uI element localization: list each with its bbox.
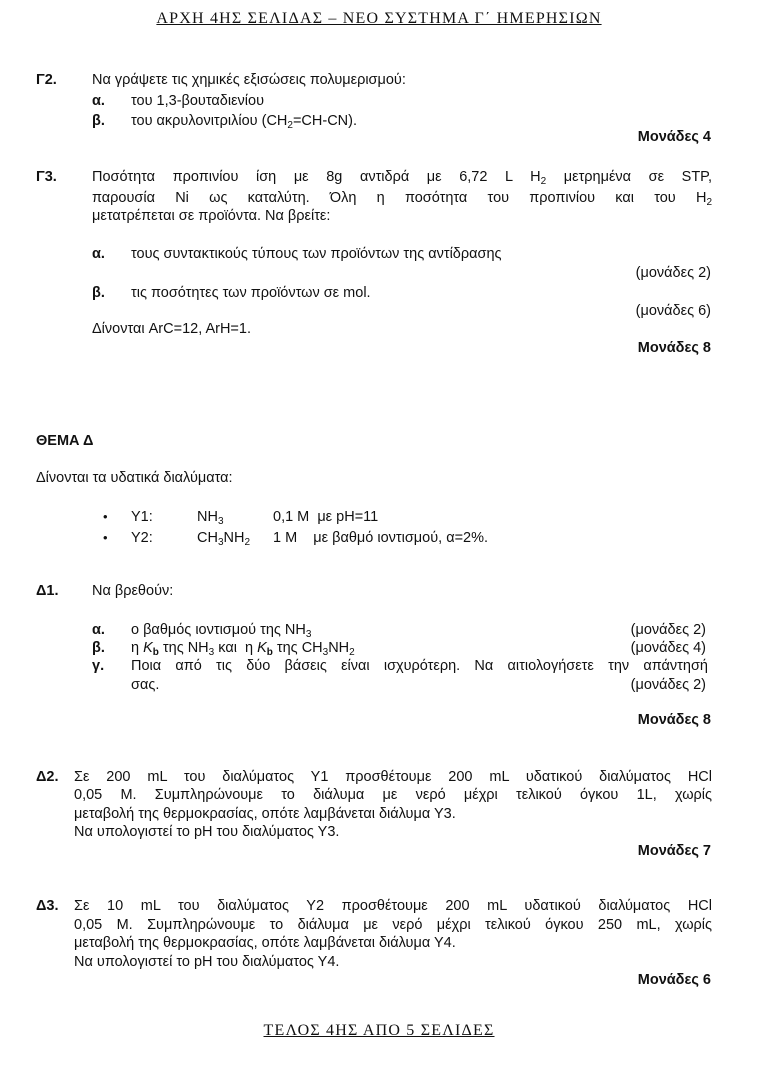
g2-a-label: α. [92,93,105,109]
g3-label: Γ3. [36,169,57,185]
g2-b-text: του ακρυλονιτριλίου $(CH_2=CH-CN)$. [131,113,357,131]
y2-desc: 1 M με βαθμό ιοντισμού, α=2%. [273,530,489,546]
d1-a-points: (μονάδες 2) [630,622,706,638]
g3-b-label: β. [92,285,105,301]
d3-line1: Σε 10 mL του διαλύματος Υ2 προσθέτουμε 200 mL υδατικού διαλύματος HCl [74,898,712,914]
page-header [0,10,758,28]
y1-formula: $NH_3$ [197,509,224,527]
g3-a-points: (μονάδες 2) [635,265,711,281]
d3-line4: Να υπολογιστεί το pH του διαλύματος Υ4. [74,954,340,970]
g3-line2: παρουσία Ni ως καταλύτη. Όλη η ποσότητα του προπινίου και του $H_2$ [92,190,712,208]
y2-formula: $CH_3NH_2$ [197,530,251,548]
g3-line3: μετατρέπεται σε προϊόντα. Να βρείτε: [92,208,331,224]
g3-given: Δίνονται ArC=12, ArH=1. [92,321,251,337]
theme-d-title: ΘΕΜΑ Δ [36,433,94,449]
g2-label: Γ2. [36,72,57,88]
g2-points: Μονάδες 4 [637,129,711,145]
page-header-text: ΑΡΧΗ 4ΗΣ ΣΕΛΙΔΑΣ – ΝΕΟ ΣΥΣΤΗΜΑ Γ΄ ΗΜΕΡΗΣΙΩΝ [156,10,602,27]
d2-line4: Να υπολογιστεί το pH του διαλύματος Υ3. [74,824,340,840]
d2-line3: μεταβολή της θερμοκρασίας, οπότε λαμβάνεται διάλυμα Υ3. [74,806,456,822]
g3-points: Μονάδες 8 [637,340,711,356]
d2-line1: Σε 200 mL του διαλύματος Υ1 προσθέτουμε 200 mL υδατικού διαλύματος HCl [74,769,712,785]
theme-d-intro: Δίνονται τα υδατικά διαλύματα: [36,470,233,486]
d1-c-text: Ποια από τις δύο βάσεις είναι ισχυρότερη. Να αιτιολογήσετε την απάντησή [131,658,708,674]
d3-line2: 0,05 M. Συμπληρώνουμε το διάλυμα με νερό μέχρι τελικού όγκου 250 mL, χωρίς [74,917,712,933]
g3-a-text: τους συντακτικούς τύπους των προϊόντων της αντίδρασης [131,246,502,262]
g3-b-text: τις ποσότητες των προϊόντων σε mol. [131,285,371,301]
d1-b-label: β. [92,640,105,656]
d1-a-label: α. [92,622,105,638]
d1-text: Να βρεθούν: [92,583,174,599]
d3-label: Δ3. [36,898,59,914]
g3-b-points: (μονάδες 6) [635,303,711,319]
g2-b-label: β. [92,113,105,129]
d2-label: Δ2. [36,769,59,785]
d1-points: Μονάδες 8 [637,712,711,728]
y1-desc: 0,1 M με pH=11 [273,509,379,525]
page-footer [0,1022,758,1040]
d1-c-points: (μονάδες 2) [630,677,706,693]
d3-points: Μονάδες 6 [637,972,711,988]
d2-line2: 0,05 M. Συμπληρώνουμε το διάλυμα με νερό μέχρι τελικού όγκου 1L, χωρίς [74,787,712,803]
d1-b-points: (μονάδες 4) [630,640,706,656]
d2-points: Μονάδες 7 [637,843,711,859]
g2-a-text: του 1,3-βουταδιενίου [131,93,264,109]
g3-line1: Ποσότητα προπινίου ίση με 8g αντιδρά με 6,72 L $H_2$ μετρημένα σε STP, [92,169,713,187]
y1-name: Υ1: [131,509,153,525]
y2-name: Υ2: [131,530,153,546]
bullet-y1: • [103,509,108,524]
g2-text: Να γράψετε τις χημικές εξισώσεις πολυμερισμού: [92,72,406,88]
page-footer-text: ΤΕΛΟΣ 4ΗΣ ΑΠΟ 5 ΣΕΛΙΔΕΣ [263,1022,495,1039]
d1-c-label: γ. [92,658,105,674]
d1-c-text2: σας. [131,677,160,693]
d1-a-text: ο βαθμός ιοντισμού της $NH_3$ [131,622,312,640]
d1-label: Δ1. [36,583,59,599]
bullet-y2: • [103,530,108,545]
d3-line3: μεταβολή της θερμοκρασίας, οπότε λαμβάνεται διάλυμα Υ4. [74,935,456,951]
g3-a-label: α. [92,246,105,262]
d1-b-text: η $K_b$ της $NH_3$ και η $K_b$ της $CH_3NH_2$ [131,640,355,658]
